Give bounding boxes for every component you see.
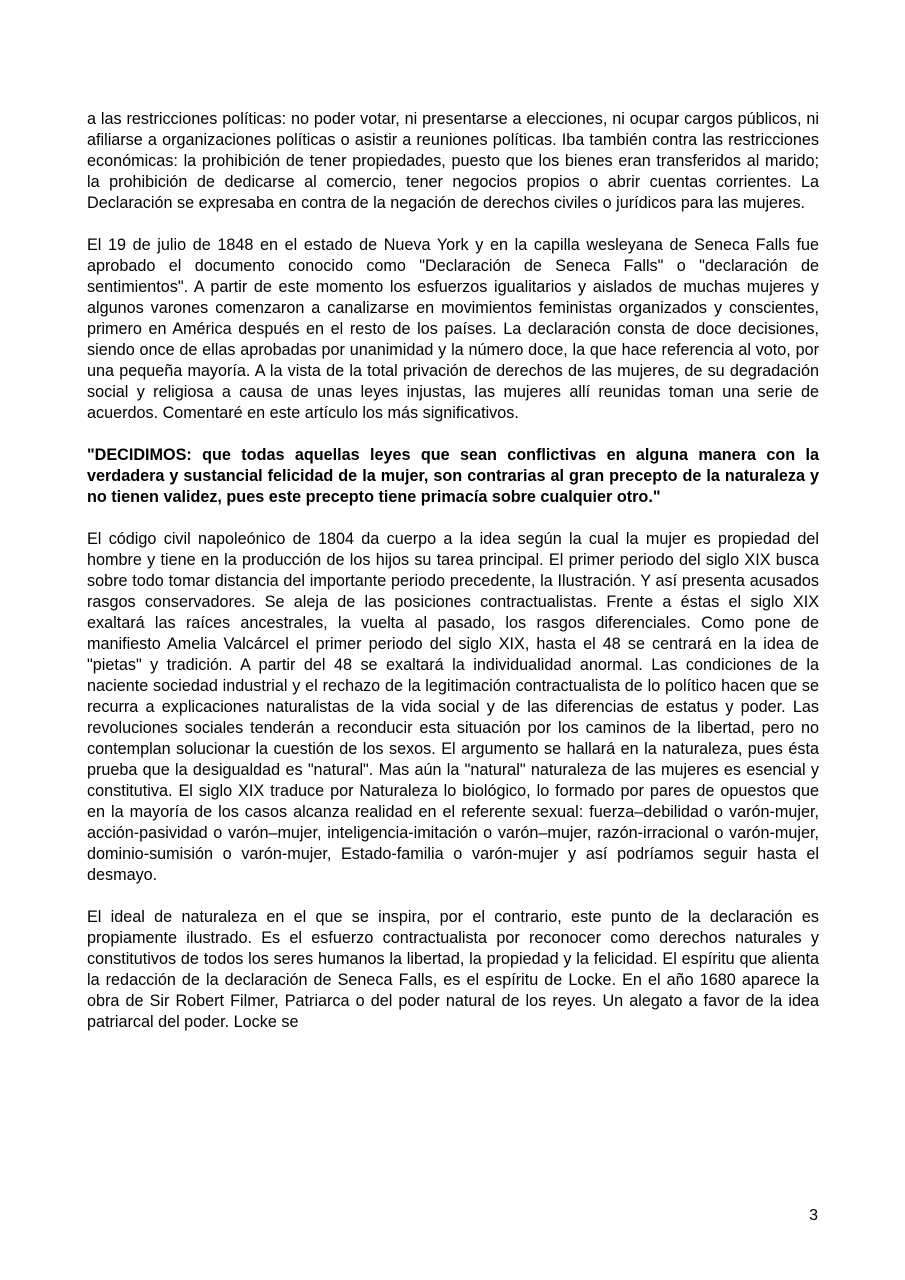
paragraph-ideal-of-nature: El ideal de naturaleza en el que se inspira, por el contrario, este punto de la declaración es propiamente ilustrado. Es el esfuerzo contractualista por reconocer como derechos naturales y constitutivos de todos los seres humanos la libertad, la propiedad y la felicidad. El espíritu que alienta la redacción de la declaración de Seneca Falls, es el espíritu de Locke. En el año 1680 aparece la obra de Sir Robert Filmer, Patriarca o del poder natural de los reyes. Un alegato a favor de la idea patriarcal del poder. Locke se (87, 908, 819, 1031)
document-page (87, 109, 819, 1054)
page-number: 3 (809, 1207, 818, 1224)
paragraph-political-restrictions: a las restricciones políticas: no poder votar, ni presentarse a elecciones, ni ocupar cargos públicos, ni afiliarse a organizaciones políticas o asistir a reuniones políticas. Iba también contra las restricciones económicas: la prohibición de tener propiedades, puesto que los bienes eran transferidos al marido; la prohibición de dedicarse al comercio, tener negocios propios o abrir cuentas corrientes. La Declaración se expresaba en contra de la negación de derechos civiles o jurídicos para las mujeres. (87, 110, 819, 212)
paragraph-seneca-falls-1848: El 19 de julio de 1848 en el estado de Nueva York y en la capilla wesleyana de Seneca Falls fue aprobado el documento conocido como "Declaración de Seneca Falls" o "declaración de sentimientos". A partir de este momento los esfuerzos igualitarios y aislados de muchas mujeres y algunos varones comenzaron a canalizarse en movimientos feministas organizados y conscientes, primero en América después en el resto de los países. La declaración consta de doce decisiones, siendo once de ellas aprobadas por unanimidad y la número doce, la que hace referencia al voto, por una pequeña mayoría. A la vista de la total privación de derechos de las mujeres, de su degradación social y religiosa a causa de unas leyes injustas, las mujeres allí reunidas toman una serie de acuerdos. Comentaré en este artículo los más significativos. (87, 236, 819, 422)
paragraph-napoleonic-code: El código civil napoleónico de 1804 da cuerpo a la idea según la cual la mujer es propiedad del hombre y tiene en la producción de los hijos su tarea principal. El primer periodo del siglo XIX busca sobre todo tomar distancia del importante periodo precedente, la Ilustración. Y así presenta acusados rasgos conservadores. Se aleja de las posiciones contractualistas. Frente a éstas el siglo XIX exaltará las raíces ancestrales, la vuelta al pasado, los rasgos diferenciales. Como pone de manifiesto Amelia Valcárcel el primer periodo del siglo XIX, hasta el 48 se centrará en la idea de "pietas" y tradición. A partir del 48 se exaltará la individualidad anormal. Las condiciones de la naciente sociedad industrial y el rechazo de la legitimación contractualista de lo político hacen que se recurra a explicaciones naturalistas de la vida social y de las diferencias de estatus y poder. Las revoluciones sociales tenderán a reconducir esta situación por los caminos de la libertad, pero no contemplan solucionar la cuestión de los sexos. El argumento se hallará en la naturaleza, pues ésta prueba que la desigualdad es "natural". Mas aún la "natural" naturaleza de las mujeres es esencial y constitutiva. El siglo XIX traduce por Naturaleza lo biológico, lo formado por pares de opuestos que en la mayoría de los casos alcanza realidad en el referente sexual: fuerza–debilidad o varón-mujer, acción-pasividad o varón–mujer, inteligencia-imitación o varón–mujer, razón-irracional o varón-mujer, dominio-sumisión o varón-mujer, Estado-familia o varón-mujer y así podríamos seguir hasta el desmayo. (87, 530, 819, 884)
paragraph-decidimos-quote: "DECIDIMOS: que todas aquellas leyes que sean conflictivas en alguna manera con la verdadera y sustancial felicidad de la mujer, son contrarias al gran precepto de la naturaleza y no tienen validez, pues este precepto tiene primacía sobre cualquier otro." (87, 446, 819, 506)
